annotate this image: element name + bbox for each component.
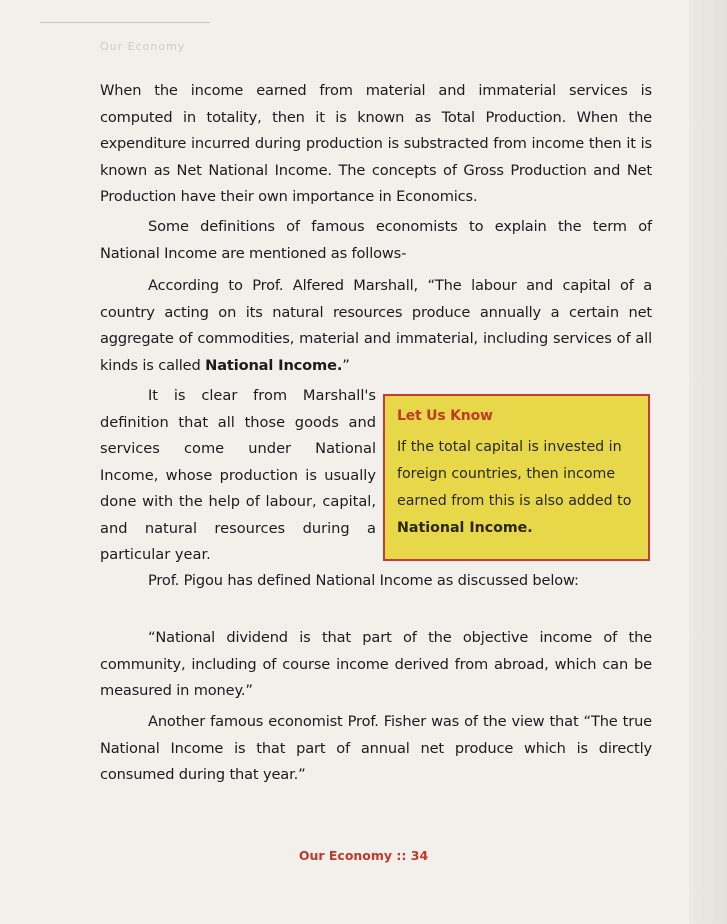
running-header: Our Economy — [100, 40, 186, 53]
paragraph-pigou-intro: Prof. Pigou has defined National Income as discussed below: — [148, 572, 579, 589]
paragraph-fisher-view: Another famous economist Prof. Fisher was of the view that “The true National Income is that part of annual net produce which is directly consumed during that year.” — [100, 713, 652, 783]
quote-close: ” — [342, 356, 350, 374]
let-us-know-text: If the total capital is invested in foreign countries, then income earned from this is also added to National Income. — [397, 439, 632, 536]
page-edge-shadow — [689, 0, 727, 924]
national-income-term: National Income. — [205, 356, 343, 374]
paragraph-marshall-definition — [100, 273, 652, 379]
paragraph-total-production: When the income earned from material and immaterial services is computed in totality, then it is known as Total Production. When the expenditure incurred during production is substracted from income then it is known as Net National Income. The concepts of Gross Production and Net Production have their own importance in Economics. — [100, 82, 652, 205]
page-footer: Our Economy :: 34 — [298, 848, 429, 863]
paragraph-pigou-quote: “National dividend is that part of the objective income of the community, including of course income derived from abroad, which can be measured in money.” — [100, 629, 652, 699]
marshall-quote: According to Prof. Alfered Marshall, “The labour and capital of a country acting on its natural resources produce annually a certain net aggregate of commodities, material and immaterial, including services of all kinds is called — [100, 277, 652, 374]
let-us-know-bold: National Income. — [397, 520, 533, 536]
paragraph-marshall-explanation: It is clear from Marshall's definition that all those goods and services come under National Income, whose production is usually done with the help of labour, capital, and natural resources during a particular year. — [100, 387, 376, 563]
let-us-know-box — [383, 394, 650, 561]
let-us-know-title: Let Us Know — [397, 408, 493, 424]
top-rule — [40, 22, 210, 23]
paragraph-definitions-intro: Some definitions of famous economists to explain the term of National Income are mentioned as follows- — [100, 218, 652, 262]
